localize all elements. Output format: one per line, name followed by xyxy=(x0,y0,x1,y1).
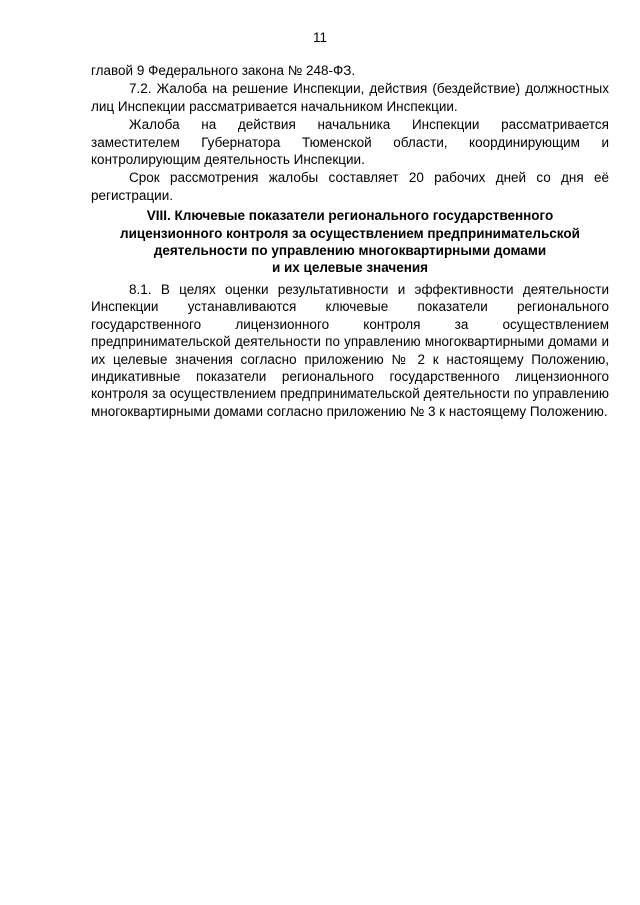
section-heading-line: и их целевые значения xyxy=(271,260,429,276)
section-heading-viii xyxy=(91,207,609,277)
paragraph-complaint-head: Жалоба на действия начальника Инспекции рассматривается заместителем Губернатора Тюменской области, координирующим и контролирующим деятельность Инспекции. xyxy=(91,117,609,168)
paragraph-continuation: главой 9 Федерального закона № 248-ФЗ. xyxy=(91,63,356,78)
document-body xyxy=(91,62,609,420)
paragraph-7-2: 7.2. Жалоба на решение Инспекции, действия (бездействие) должностных лиц Инспекции рассматривается начальником Инспекции. xyxy=(91,81,609,114)
paragraph-8-1: 8.1. В целях оценки результативности и эффективности деятельности Инспекции устанавливаются ключевые показатели регионального государственного лицензионного контроля за осуществлением предпринимательской деятельности по управлению многоквартирными домами и их целевые значения согласно приложению № 2 к настоящему Положению, индикативные показатели регионального государственного лицензионного контроля за осуществлением предпринимательской деятельности по управлению многоквартирными домами согласно приложению № 3 к настоящему Положению. xyxy=(91,281,609,419)
section-heading-line: лицензионного контроля за осуществлением предпринимательской xyxy=(120,225,580,241)
paragraph-review-term: Срок рассмотрения жалобы составляет 20 рабочих дней со дня её регистрации. xyxy=(91,170,609,203)
section-heading-line: VIII. Ключевые показатели регионального государственного xyxy=(146,208,554,224)
section-heading-line: деятельности по управлению многоквартирными домами xyxy=(153,243,547,259)
page-number: 11 xyxy=(312,30,327,45)
